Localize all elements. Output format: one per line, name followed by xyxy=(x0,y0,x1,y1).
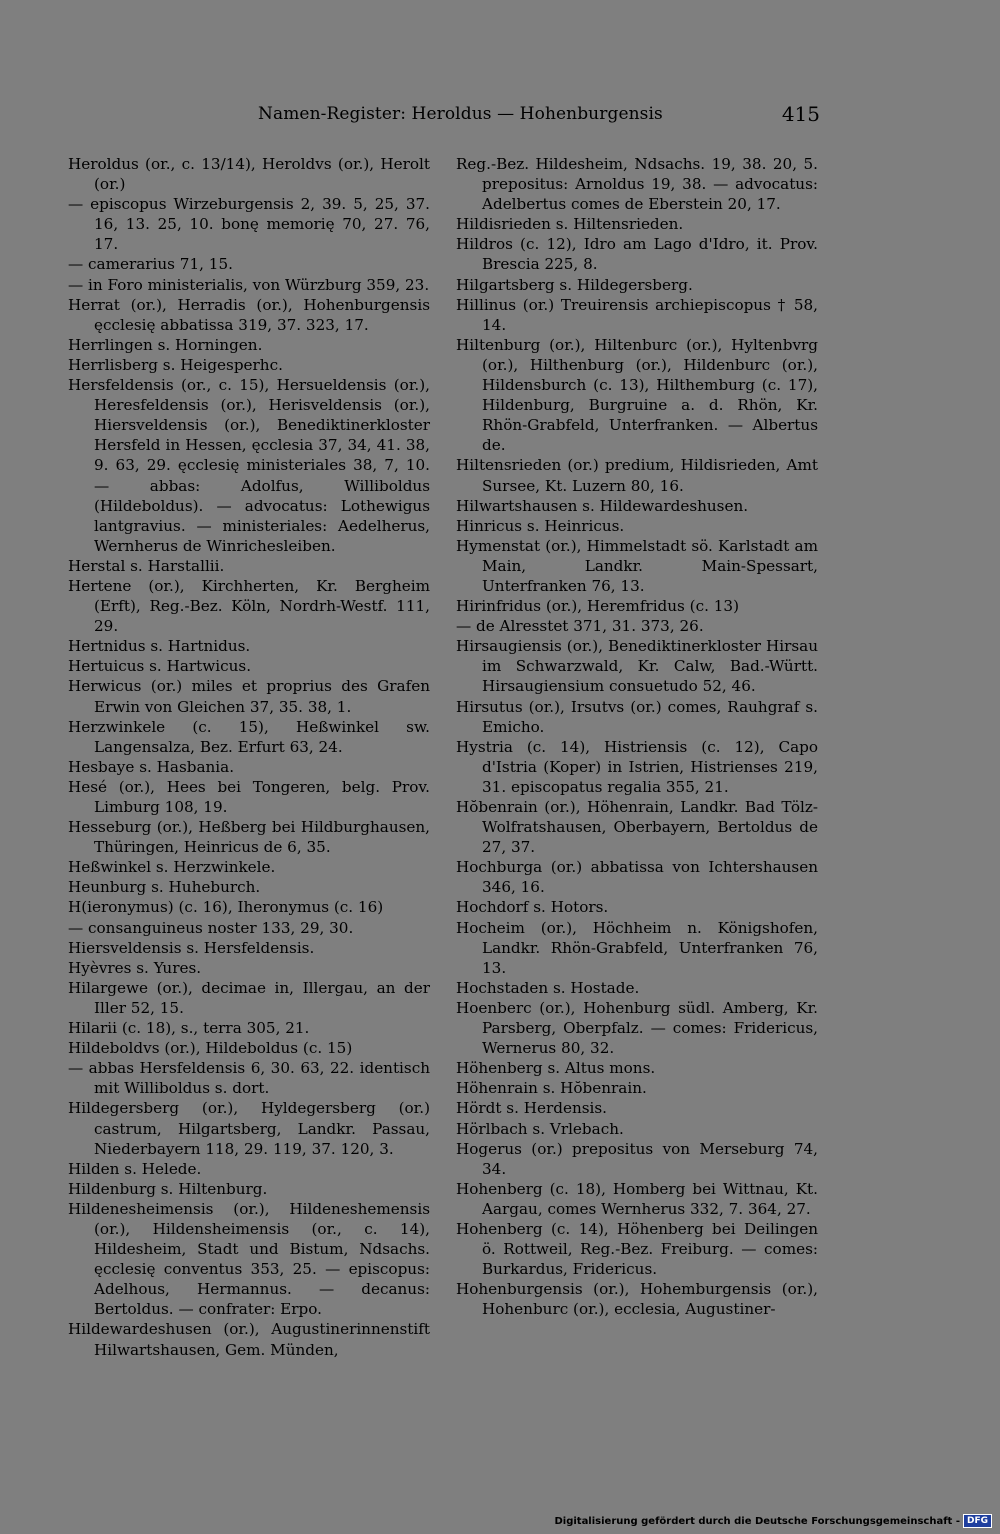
index-entry: Höhenrain s. Hŏbenrain. xyxy=(456,1079,647,1098)
index-entry: Hilwartshausen s. Hildewardeshusen. xyxy=(456,496,749,515)
index-entry: Hochdorf s. Hotors. xyxy=(456,898,609,917)
index-entry: Heunburg s. Huheburch. xyxy=(68,878,261,897)
index-entry: Hillinus (or.) Treuirensis archiepiscopus † 58, 14. xyxy=(456,295,818,334)
index-entry: — camerarius 71, 15. xyxy=(68,255,233,274)
index-entry: Hildisrieden s. Hiltensrieden. xyxy=(456,215,684,234)
index-entry: Hertuicus s. Hartwicus. xyxy=(68,657,252,676)
index-entry: Hildewardeshusen (or.), Augustinerinnenstift Hilwartshausen, Gem. Münden, xyxy=(68,1320,430,1359)
index-entry: Hochstaden s. Hostade. xyxy=(456,978,640,997)
index-entry: Herstal s. Harstallii. xyxy=(68,556,225,575)
index-entry: Herzwinkele (c. 15), Heßwinkel sw. Langensalza, Bez. Erfurt 63, 24. xyxy=(68,717,430,756)
index-entry: Hilgartsberg s. Hildegersberg. xyxy=(456,275,693,294)
index-entry: — de Alresstet 371, 31. 373, 26. xyxy=(456,617,704,636)
index-entry: Hochburga (or.) abbatissa von Ichtershausen 346, 16. xyxy=(456,858,818,897)
index-entry: Herrlisberg s. Heigesperhc. xyxy=(68,355,283,374)
index-entry: Höhenberg s. Altus mons. xyxy=(456,1059,656,1078)
index-entry: — episcopus Wirzeburgensis 2, 39. 5, 25, 37. 16, 13. 25, 10. bonę memorię 70, 27. 76, 17. xyxy=(68,195,430,254)
index-entry: Hildegersberg (or.), Hyldegersberg (or.) castrum, Hilgartsberg, Landkr. Passau, Niederbayern 118, 29. 119, 37. 120, 3. xyxy=(68,1099,430,1158)
index-entry: Hördt s. Herdensis. xyxy=(456,1099,608,1118)
page-number: 415 xyxy=(781,102,820,126)
index-entry: Hörlbach s. Vrlebach. xyxy=(456,1119,624,1138)
index-entry: Herwicus (or.) miles et proprius des Grafen Erwin von Gleichen 37, 35. 38, 1. xyxy=(68,677,430,716)
index-entry: H(ieronymus) (c. 16), Iheronymus (c. 16) xyxy=(68,898,384,917)
index-entry: Herrat (or.), Herradis (or.), Hohenburgensis ęcclesię abbatissa 319, 37. 323, 17. xyxy=(68,295,430,334)
index-entry: Heroldus (or., c. 13/14), Heroldvs (or.), Herolt (or.) xyxy=(68,155,430,194)
index-entry: — abbas Hersfeldensis 6, 30. 63, 22. identisch mit Williboldus s. dort. xyxy=(68,1059,430,1098)
index-entry: Hildenesheimensis (or.), Hildeneshemensis (or.), Hildensheimensis (or., c. 14), Hildesheim, Stadt und Bistum, Ndsachs. ęcclesię conventus 353, 25. — episcopus: Adelhous, Hermannus. — decanus: Bertoldus. — confrater: Erpo. xyxy=(68,1199,430,1319)
index-entry: Hyèvres s. Yures. xyxy=(68,958,202,977)
index-entry: Hymenstat (or.), Himmelstadt sö. Karlstadt am Main, Landkr. Main-Spessart, Unterfranken 76, 13. xyxy=(456,536,818,595)
index-entry: Hiltensrieden (or.) predium, Hildisrieden, Amt Sursee, Kt. Luzern 80, 16. xyxy=(456,456,818,495)
index-entry: Hiersveldensis s. Hersfeldensis. xyxy=(68,938,315,957)
index-entry: Hesé (or.), Hees bei Tongeren, belg. Prov. Limburg 108, 19. xyxy=(68,777,430,816)
footer-text: Digitalisierung gefördert durch die Deutsche Forschungsgemeinschaft - xyxy=(554,1515,960,1527)
index-entry: Hiltenburg (or.), Hiltenburc (or.), Hyltenbvrg (or.), Hilthenburg (or.), Hildenburc (or.), Hildensburch (c. 13), Hilthemburg (c. 17), Hildenburg, Burgruine a. d. Rhön, Kr. Rhön-Grabfeld, Unterfranken. — Albertus de. xyxy=(456,335,818,455)
footer-credit xyxy=(554,1514,992,1528)
index-entry: Herrlingen s. Horningen. xyxy=(68,335,263,354)
index-entry: Hesbaye s. Hasbania. xyxy=(68,757,235,776)
index-entry: Hertnidus s. Hartnidus. xyxy=(68,637,251,656)
index-entry: Hohenburgensis (or.), Hohemburgensis (or.), Hohenburc (or.), ecclesia, Augustiner- xyxy=(456,1280,818,1319)
index-entry: Hirsaugiensis (or.), Benediktinerkloster Hirsau im Schwarzwald, Kr. Calw, Bad.-Württ. Hirsaugiensium consuetudo 52, 46. xyxy=(456,637,818,696)
index-entry: Hŏbenrain (or.), Höhenrain, Landkr. Bad Tölz-Wolfratshausen, Oberbayern, Bertoldus de 27, 37. xyxy=(456,798,818,857)
index-entry: Hildros (c. 12), Idro am Lago d'Idro, it. Prov. Brescia 225, 8. xyxy=(456,235,818,274)
index-entry: Hogerus (or.) prepositus von Merseburg 74, 34. xyxy=(456,1139,818,1178)
index-entry: Hildeboldvs (or.), Hildeboldus (c. 15) xyxy=(68,1039,353,1058)
index-entry: — consanguineus noster 133, 29, 30. xyxy=(68,918,354,937)
index-entry: Heßwinkel s. Herzwinkele. xyxy=(68,858,276,877)
index-entry: Hystria (c. 14), Histriensis (c. 12), Capo d'Istria (Koper) in Istrien, Histrienses 219, 31. episcopatus regalia 355, 21. xyxy=(456,737,818,796)
index-entry: Hoenberc (or.), Hohenburg südl. Amberg, Kr. Parsberg, Oberpfalz. — comes: Fridericus, Wernerus 80, 32. xyxy=(456,998,818,1058)
dfg-logo: DFG xyxy=(963,1514,992,1528)
index-entry: Hersfeldensis (or., c. 15), Hersueldensis (or.), Heresfeldensis (or.), Herisveldensis (or.), Hiersveldensis (or.), Benediktinerkloster Hersfeld in Hessen, ęcclesia 37, 34, 41. 38, 9. 63, 29. ęcclesię ministeriales 38, 7, 10. — abbas: Adolfus, Williboldus (Hildeboldus). — advocatus: Lothewigus lantgravius. — ministeriales: Aedelherus, Wernherus de Winrichesleiben. xyxy=(68,376,430,555)
index-entry: Hertene (or.), Kirchherten, Kr. Bergheim (Erft), Reg.-Bez. Köln, Nordrh-Westf. 111, 29. xyxy=(68,576,430,636)
index-entry: Hirsutus (or.), Irsutvs (or.) comes, Rauhgraf s. Emicho. xyxy=(456,697,818,736)
index-entry: Hilden s. Helede. xyxy=(68,1159,202,1178)
index-entry: — in Foro ministerialis, von Würzburg 359, 23. xyxy=(68,275,430,294)
index-entry: Hirinfridus (or.), Heremfridus (c. 13) xyxy=(456,597,740,616)
index-entry: Hildenburg s. Hiltenburg. xyxy=(68,1179,268,1198)
left-column xyxy=(68,154,430,1360)
index-entry: Hilarii (c. 18), s., terra 305, 21. xyxy=(68,1019,310,1038)
index-entry: Hocheim (or.), Höchheim n. Königshofen, Landkr. Rhön-Grabfeld, Unterfranken 76, 13. xyxy=(456,918,818,977)
index-entry: Hilargewe (or.), decimae in, Illergau, an der Iller 52, 15. xyxy=(68,978,430,1017)
page-header xyxy=(68,104,820,132)
index-entry: Hesseburg (or.), Heßberg bei Hildburghausen, Thüringen, Heinricus de 6, 35. xyxy=(68,818,430,857)
right-column xyxy=(456,154,818,1319)
index-entry: Hinricus s. Heinricus. xyxy=(456,516,625,535)
running-title: Namen-Register: Heroldus — Hohenburgensis xyxy=(258,104,663,124)
index-entry: Hohenberg (c. 18), Homberg bei Wittnau, Kt. Aargau, comes Wernherus 332, 7. 364, 27. xyxy=(456,1179,818,1218)
index-entry: Reg.-Bez. Hildesheim, Ndsachs. 19, 38. 20, 5. prepositus: Arnoldus 19, 38. — advocatus: Adelbertus comes de Eberstein 20, 17. xyxy=(456,155,818,214)
index-entry: Hohenberg (c. 14), Höhenberg bei Deilingen ö. Rottweil, Reg.-Bez. Freiburg. — comes: Burkardus, Fridericus. xyxy=(456,1219,818,1279)
